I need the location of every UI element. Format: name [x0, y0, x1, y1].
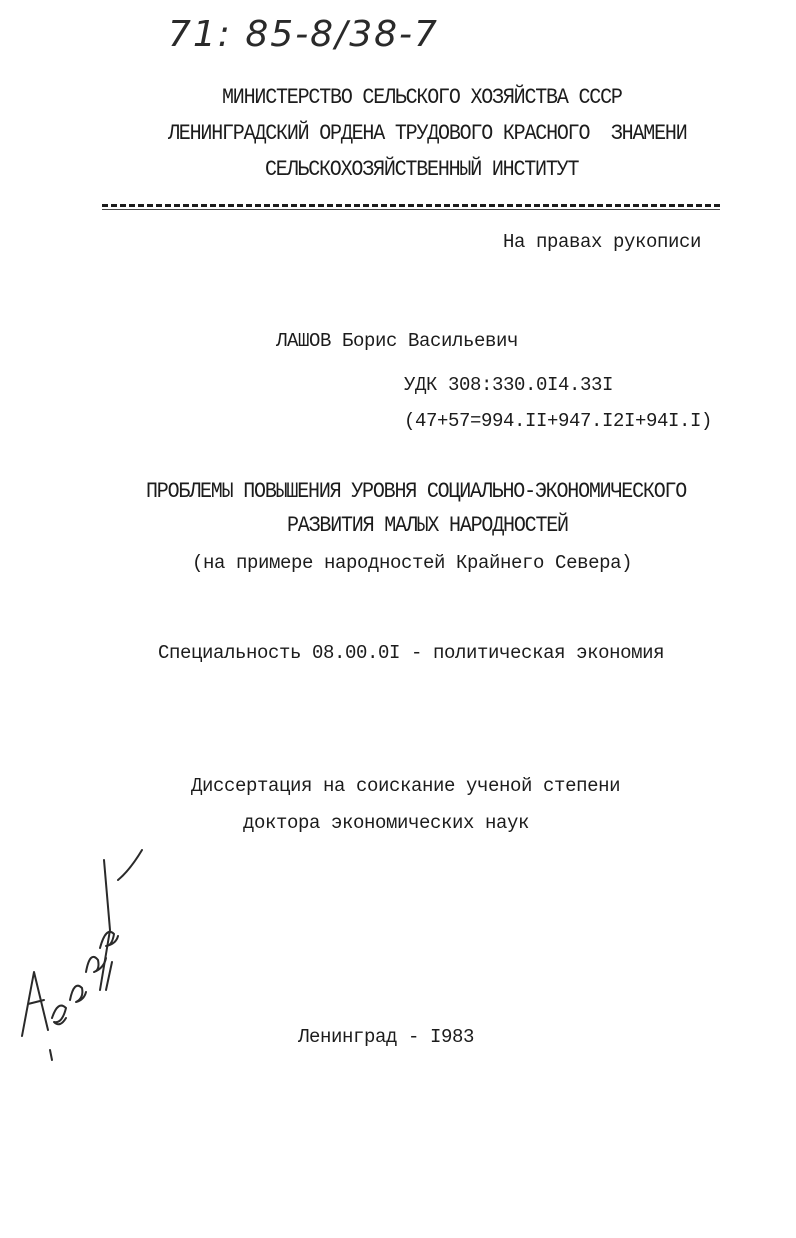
place-year: Ленинград - I983 — [298, 1026, 475, 1048]
header-institute-name: СЕЛЬСКОХОЗЯЙСТВЕННЫЙ ИНСТИТУТ — [265, 156, 579, 183]
author-name: ЛАШОВ Борис Васильевич — [276, 330, 519, 352]
manuscript-rights: На правах рукописи — [503, 231, 702, 253]
title-subtitle: (на примере народностей Крайнего Севера) — [192, 552, 633, 574]
specialty: Специальность 08.00.0I - политическая экономия — [158, 642, 665, 664]
archive-mark: 71: 85-8/38-7 — [168, 14, 439, 55]
udc-code: УДК 308:330.0I4.33I — [404, 374, 614, 396]
udc-classification: (47+57=994.II+947.I2I+94I.I) — [404, 410, 713, 432]
dissertation-degree-line-2: доктора экономических наук — [243, 812, 530, 834]
dissertation-degree-line-1: Диссертация на соискание ученой степени — [191, 775, 621, 797]
header-ministry: МИНИСТЕРСТВО СЕЛЬСКОГО ХОЗЯЙСТВА СССР — [222, 84, 622, 111]
header-institute-order: ЛЕНИНГРАДСКИЙ ОРДЕНА ТРУДОВОГО КРАСНОГО ЗНАМЕНИ — [168, 120, 687, 147]
title-line-2: РАЗВИТИЯ МАЛЫХ НАРОДНОСТЕЙ — [287, 512, 568, 539]
title-line-1: ПРОБЛЕМЫ ПОВЫШЕНИЯ УРОВНЯ СОЦИАЛЬНО-ЭКОНОМИЧЕСКОГО — [146, 478, 687, 505]
